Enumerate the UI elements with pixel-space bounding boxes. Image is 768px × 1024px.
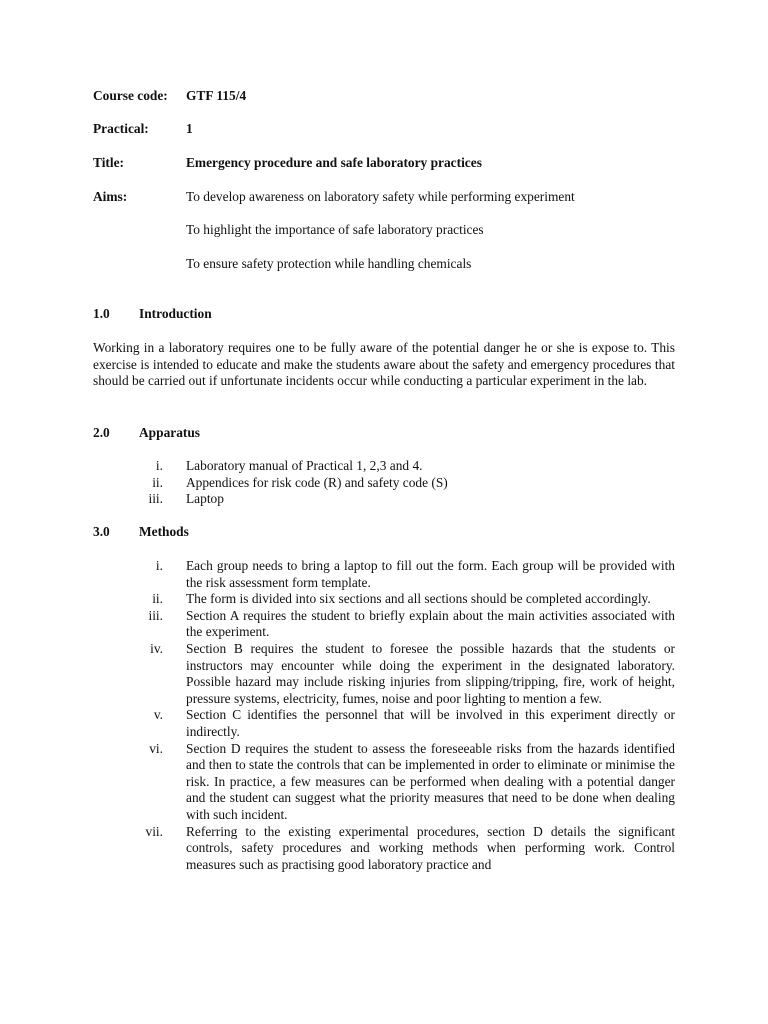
section-number: 3.0 <box>93 524 110 539</box>
list-item-number: i. <box>155 558 163 573</box>
list-item-number: iii. <box>148 491 163 507</box>
list-item-text: Laboratory manual of Practical 1, 2,3 and 4. <box>186 458 423 473</box>
list-item <box>93 591 675 608</box>
practical-value: 1 <box>186 121 193 136</box>
list-item-text: Section B requires the student to foresee the possible hazards that the students or instructors may encounter while doing the experiment in the designated laboratory. Possible hazard may include risking injuries from slipping/tripping, fire, work of height, pressure systems, electricity, fumes, noise and poor lighting to mention a few. <box>186 640 675 706</box>
list-item-text: Section A requires the student to briefly explain about the main activities associated with the experiment. <box>186 607 675 640</box>
aim-item: To highlight the importance of safe laboratory practices <box>186 222 484 237</box>
list-item <box>93 641 675 707</box>
list-item-number: ii. <box>152 474 163 490</box>
list-item-text: Appendices for risk code (R) and safety code (S) <box>186 474 448 490</box>
methods-list <box>93 558 675 873</box>
list-item <box>93 458 675 475</box>
course-code-value: GTF 115/4 <box>186 88 247 103</box>
list-item <box>93 475 675 492</box>
section-number: 2.0 <box>93 425 110 440</box>
list-item <box>93 491 675 508</box>
list-item-text: The form is divided into six sections and all sections should be completed accordingly. <box>186 591 651 607</box>
introduction-paragraph: Working in a laboratory requires one to be fully aware of the potential danger he or she is expose to. This exercise is intended to educate and make the students aware about the safety and emergency procedures that should be carried out if unfortunate incidents occur while conducting a particular experiment in the lab. <box>93 340 675 389</box>
section-title: Methods <box>139 524 189 539</box>
aim-item: To develop awareness on laboratory safety while performing experiment <box>186 189 575 204</box>
list-item-number: ii. <box>152 591 163 607</box>
aim-item: To ensure safety protection while handling chemicals <box>186 256 472 271</box>
list-item-text: Referring to the existing experimental procedures, section D details the significant controls, safety procedures and working methods when performing work. Control measures such as practising good laboratory practice and <box>186 823 675 872</box>
list-item-text: Section D requires the student to assess the foreseeable risks from the hazards identified and then to state the controls that can be implemented in order to eliminate or minimise the risk. In practice, a few measures can be performed when dealing with a potential danger and the student can suggest what the priority measures that need to be done when dealing with such incident. <box>186 740 675 822</box>
section-title: Apparatus <box>139 425 201 440</box>
list-item-number: v. <box>153 707 163 723</box>
list-item-text: Section C identifies the personnel that will be involved in this experiment directly or indirectly. <box>186 707 675 739</box>
aims-label: Aims: <box>93 189 128 204</box>
practical-label: Practical: <box>93 121 149 136</box>
section-number: 1.0 <box>93 306 110 321</box>
list-item <box>93 608 675 641</box>
list-item <box>93 741 675 824</box>
list-item-number: iv. <box>150 640 163 656</box>
list-item-number: vi. <box>149 740 163 756</box>
list-item-number: i. <box>155 458 163 473</box>
list-item <box>93 558 675 591</box>
title-label: Title: <box>93 155 124 170</box>
list-item-number: vii. <box>145 823 163 839</box>
section-title: Introduction <box>139 306 212 321</box>
course-code-label: Course code: <box>93 88 168 103</box>
apparatus-list <box>93 458 675 508</box>
title-value: Emergency procedure and safe laboratory practices <box>186 155 482 170</box>
list-item-text: Each group needs to bring a laptop to fill out the form. Each group will be provided with the risk assessment form template. <box>186 558 675 590</box>
list-item-text: Laptop <box>186 491 224 507</box>
list-item-number: iii. <box>148 607 163 623</box>
list-item <box>93 824 675 874</box>
list-item <box>93 707 675 740</box>
